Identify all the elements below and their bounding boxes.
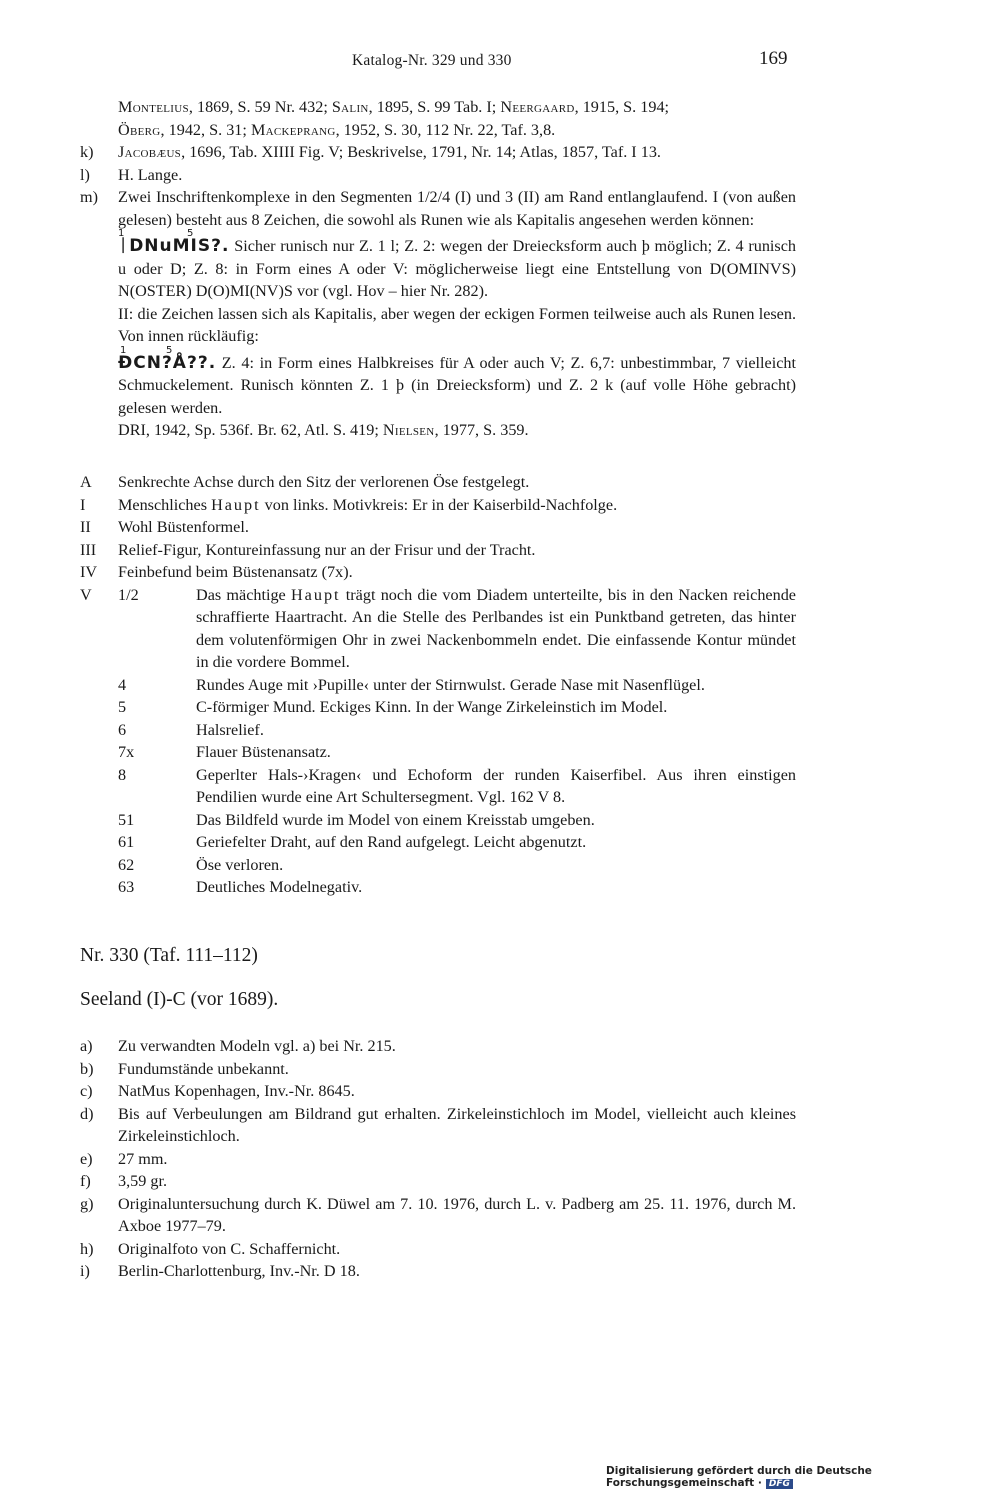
entry-e: e) 27 mm. bbox=[80, 1149, 168, 1168]
entry-k: k) Jacobæus, 1696, Tab. XIIII Fig. V; Beskrivelse, 1791, Nr. 14; Atlas, 1857, Taf. I 13. bbox=[80, 143, 661, 161]
inscription-i: 1 5 ᛁDNuMIS?. Sicher runisch nur Z. 1 l; Z. 2: wegen der Dreiecksform auch þ möglich; Z. 4 runisch u oder D; Z. 8: in Form eines A oder V: möglicherweise liegt eine Entstellung von D(OMINVS) N(OSTER) D(O)MI(NV)S vor (vgl. Hov – hier Nr. 282). bbox=[118, 228, 796, 300]
inscription-ii: 1 5 ĐCN?Å??. Z. 4: in Form eines Halbkreises für A oder auch V; Z. 6,7: unbestimmbar, 7 vielleicht Schmuckelement. Runisch könnten Z. 1 þ (in Dreiecksform) und Z. 2 k (auf volle Höhe gebracht) gelesen werden. bbox=[118, 344, 796, 417]
v-row: 7x Flauer Büstenansatz. bbox=[118, 743, 331, 761]
analysis-iv: IV Feinbefund beim Büstenansatz (7x). bbox=[80, 563, 353, 581]
running-head: Katalog-Nr. 329 und 330 bbox=[352, 52, 512, 69]
analysis-a: A Senkrechte Achse durch den Sitz der verlorenen Öse festgelegt. bbox=[80, 473, 530, 491]
catalog-330-title: Nr. 330 (Taf. 111–112) bbox=[80, 945, 258, 966]
entry-h: h) Originalfoto von C. Schaffernicht. bbox=[80, 1239, 341, 1258]
dfg-logo: DFG bbox=[766, 1479, 793, 1489]
entry-f: f) 3,59 gr. bbox=[80, 1172, 168, 1190]
analysis-v: V 1/2 Das mächtige Haupt trägt noch die vom Diadem unterteilte, bis in den Nacken reichende schraffierte Haartracht. An die Stelle des Perlbandes ist ein Punktband getreten, das hinter dem volutenförmigen Ohr in zwei Nackenbommeln endet. Die einfassende Kontur mündet in die vordere Bommel. 4 Rundes Auge mit ›Pupille‹ unter der Stirnwulst. Gerade Nase mit Nasenflügel. 5 C-förmiger Mund. Eckiges Kinn. In der Wange Zirkeleinstich im Model. 6 Halsrelief. 7x Flauer Büstenansatz. 8 Geperlter Hals-›Kragen‹ und Echoform der runden Kaiserfibel. Aus ihren einstigen Pendilien wurde eine Art Schultersegment. Vgl. 162 V 8. 51 Das Bildfeld wurde im Model von einem Kreisstab umgeben. 61 Geriefelter Draht, auf den Rand aufgelegt. Leicht abgenutzt. 62 Öse verloren. 63 Deutliches Modelnegativ. bbox=[80, 584, 796, 899]
v-row: 62 Öse verloren. bbox=[118, 855, 284, 874]
inscription-intro: Zwei Inschriftenkomplexe in den Segmenten 1/2/4 (I) und 3 (II) am Rand entlanglaufend. I (von außen gelesen) besteht aus 8 Zeichen, die sowohl als Runen wie als Kapitalis angesehen werden können: bbox=[118, 188, 796, 229]
analysis-section bbox=[80, 471, 796, 899]
entry-d: d) Bis auf Verbeulungen am Bildrand gut erhalten. Zirkeleinstichloch im Model, vielleicht auch kleines Zirkeleinstichloch. bbox=[80, 1104, 796, 1145]
inscription-literature: DRI, 1942, Sp. 536f. Br. 62, Atl. S. 419; Nielsen, 1977, S. 359. bbox=[118, 421, 529, 439]
footer-text: Digitalisierung gefördert durch die Deutsche Forschungsgemeinschaft · bbox=[606, 1465, 872, 1489]
inscription-ii-intro: II: die Zeichen lassen sich als Kapitalis, aber wegen der eckigen Formen teilweise auch als Runen lesen. Von innen rückläufig: bbox=[118, 304, 796, 345]
rune-sequence-i: 1 5 ᛁDNuMIS?. bbox=[118, 228, 230, 256]
v-row: 61 Geriefelter Draht, auf den Rand aufgelegt. Leicht abgenutzt. bbox=[118, 833, 587, 851]
analysis-i: I Menschliches Haupt von links. Motivkreis: Er in der Kaiserbild-Nachfolge. bbox=[80, 495, 618, 514]
v-row: 5 C-förmiger Mund. Eckiges Kinn. In der Wange Zirkeleinstich im Model. bbox=[118, 698, 668, 716]
v-row: 4 Rundes Auge mit ›Pupille‹ unter der Stirnwulst. Gerade Nase mit Nasenflügel. bbox=[118, 675, 705, 694]
v-row: 1/2 Das mächtige Haupt trägt noch die vom Diadem unterteilte, bis in den Nacken reichende schraffierte Haartracht. An die Stelle des Perlbandes ist ein Punktband getreten, das hinter dem volutenförmigen Ohr in zwei Nackenbommeln endet. Die einfassende Kontur mündet in die vordere Bommel. bbox=[118, 585, 796, 671]
entry-g: g) Originaluntersuchung durch K. Düwel am 7. 10. 1976, durch L. v. Padberg am 25. 11. 1976, durch M. Axboe 1977–79. bbox=[80, 1194, 796, 1235]
page-header bbox=[0, 48, 1000, 74]
rune-sequence-ii: 1 5 ĐCN?Å??. bbox=[118, 344, 217, 373]
catalog-330-entries bbox=[80, 1035, 796, 1283]
v-row: 63 Deutliches Modelnegativ. bbox=[118, 878, 363, 896]
v-row: 51 Das Bildfeld wurde im Model von einem Kreisstab umgeben. bbox=[118, 810, 595, 829]
entry-c: c) NatMus Kopenhagen, Inv.-Nr. 8645. bbox=[80, 1082, 355, 1100]
entry-m: m) Zwei Inschriftenkomplexe in den Segmenten 1/2/4 (I) und 3 (II) am Rand entlanglaufend. I (von außen gelesen) besteht aus 8 Zeichen, die sowohl als Runen wie als Kapitalis angesehen werden können: 1 5 ᛁDNuMIS?. Sicher runisch nur Z. 1 l; Z. 2: wegen der Dreiecksform auch þ möglich; Z. 4 runisch u oder D; Z. 8: in Form eines A oder V: möglicherweise liegt eine Entstellung von D(OMINVS) N(OSTER) D(O)MI(NV)S vor (vgl. Hov – hier Nr. 282). II: die Zeichen lassen sich als Kapitalis, aber wegen der eckigen Formen teilweise auch als Runen lesen. Von innen rückläufig: 1 5 ĐCN?Å??. Z. 4: in Form eines Halbkreises für A oder auch V; Z. 6,7: unbestimmbar, 7 vielleicht Schmuckelement. Runisch könnten Z. 1 þ (in Dreiecksform) und Z. 2 k (auf volle Höhe gebracht) gelesen werden. DRI, 1942, Sp. 536f. Br. 62, Atl. S. 419; Nielsen, 1977, S. 359. bbox=[80, 186, 796, 442]
analysis-ii: II Wohl Büstenformel. bbox=[80, 518, 249, 536]
catalog-330-subtitle: Seeland (I)-C (vor 1689). bbox=[80, 989, 279, 1010]
v-row: 8 Geperlter Hals-›Kragen‹ und Echoform der runden Kaiserfibel. Aus ihren einstigen Pendilien wurde eine Art Schultersegment. Vgl. 162 V 8. bbox=[118, 765, 796, 806]
catalog-329-continuation bbox=[80, 96, 796, 442]
v-row: 6 Halsrelief. bbox=[118, 720, 264, 739]
literature-continuation: Montelius, 1869, S. 59 Nr. 432; Salin, 1895, S. 99 Tab. I; Neergaard, 1915, S. 194; Öberg, 1942, S. 31; Mackeprang, 1952, S. 30, 112 Nr. 22, Taf. 3,8. bbox=[118, 98, 670, 139]
entry-a: a) Zu verwandten Modeln vgl. a) bei Nr. 215. bbox=[80, 1037, 396, 1055]
analysis-iii: III Relief-Figur, Kontureinfassung nur an der Frisur und der Tracht. bbox=[80, 540, 536, 559]
page-number: 169 bbox=[759, 48, 788, 69]
entry-i: i) Berlin-Charlottenburg, Inv.-Nr. D 18. bbox=[80, 1262, 360, 1280]
entry-l: l) H. Lange. bbox=[80, 165, 183, 184]
entry-b: b) Fundumstände unbekannt. bbox=[80, 1059, 289, 1078]
digitization-footer bbox=[606, 1465, 1000, 1489]
